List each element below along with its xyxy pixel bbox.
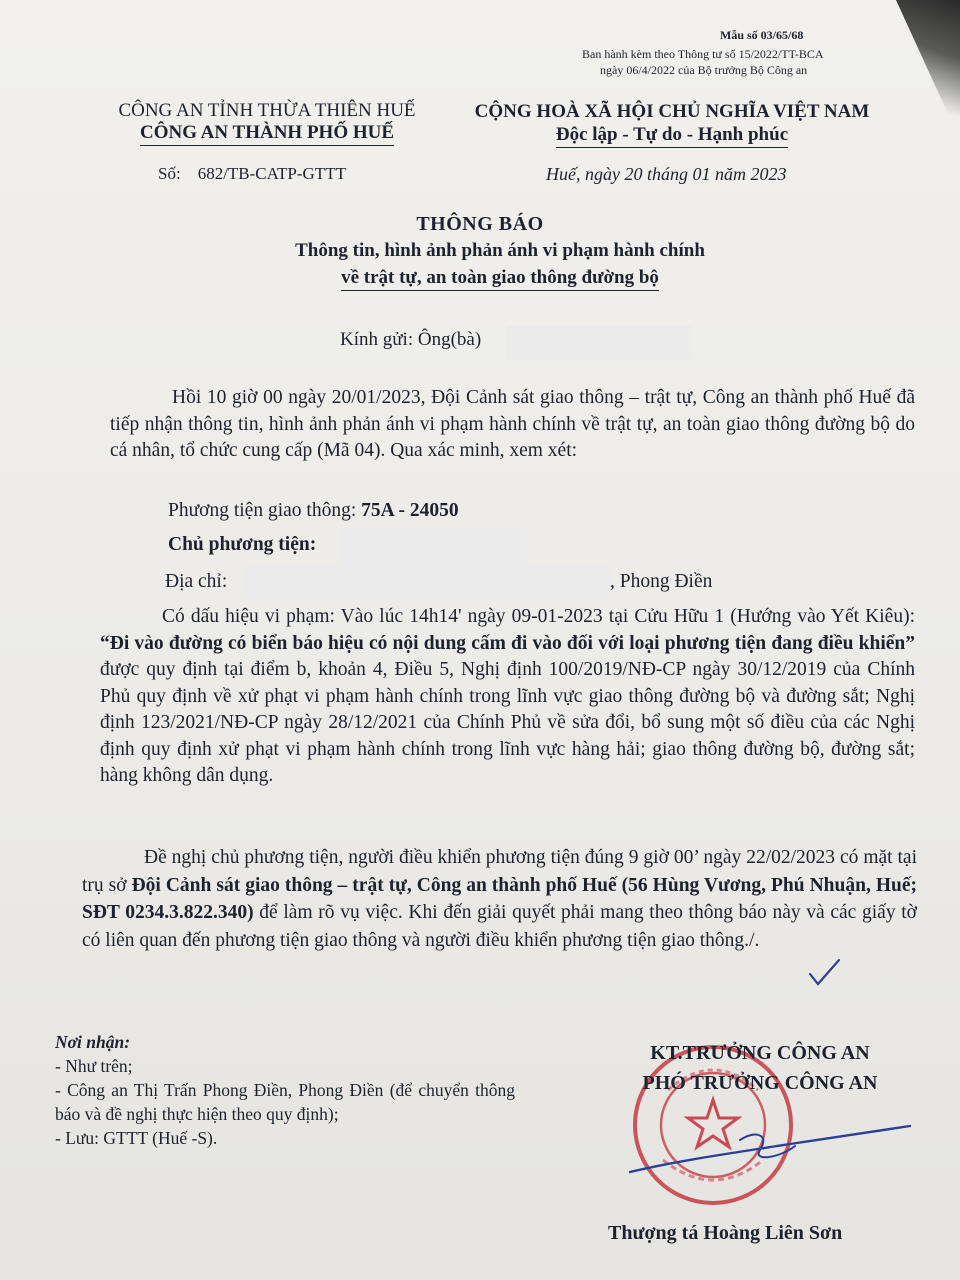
signature-line1: KT.TRƯỞNG CÔNG AN: [650, 1042, 870, 1064]
violation-rest: được quy định tại điểm b, khoản 4, Điều 5, Nghị định 100/2019/NĐ-CP ngày 30/12/2019 của Chính Phủ quy định về xử phạt vi phạm hành chính trong lĩnh vực giao thông đường bộ và đường sắt; Nghị định 123/2021/NĐ-CP ngày 28/12/2021 của Chính Phủ về sửa đổi, bổ sung một số điều của các Nghị định quy định xử phạt vi phạm hành chính trong lĩnh vực hàng hải; giao thông đường bộ, đường sắt; hàng không dân dụng.: [100, 659, 915, 786]
vehicle-label: Phương tiện giao thông:: [168, 500, 357, 521]
agency-name: CÔNG AN THÀNH PHỐ HUẾ: [140, 122, 394, 146]
redacted-address: [243, 565, 611, 599]
recipient-item-1: - Như trên;: [55, 1056, 133, 1076]
pen-check-mark: [808, 958, 842, 988]
address-label: Địa chỉ:: [165, 571, 228, 592]
recipient-item-3: - Lưu: GTTT (Huế -S).: [55, 1128, 218, 1148]
violation-quote: “Đi vào đường có biển báo hiệu có nội dung cấm đi vào đối với loại phương tiện đang điều khiển”: [100, 632, 915, 654]
owner-label: Chủ phương tiện:: [168, 534, 317, 555]
nation-title: CỘNG HOÀ XÃ HỘI CHỦ NGHĨA VIỆT NAM: [474, 101, 870, 122]
address-suffix: , Phong Điền: [610, 571, 713, 592]
doc-number-label: Số:: [158, 164, 181, 183]
signer-name: Thượng tá Hoàng Liên Sơn: [608, 1222, 843, 1244]
intro-text: Hồi 10 giờ 00 ngày 20/01/2023, Đội Cảnh sát giao thông – trật tự, Công an thành phố Huế đã tiếp nhận thông tin, hình ảnh phản ánh vi phạm hành chính về trật tự, an toàn giao thông đường bộ do cá nhân, tổ chức cung cấp (Mã 04). Qua xác minh, xem xét:: [110, 387, 915, 461]
doc-subtitle-2: [0, 267, 960, 289]
nation-block: [452, 100, 892, 146]
recipient-salutation: Kính gửi: Ông(bà): [340, 329, 482, 350]
violation-paragraph: [100, 604, 915, 790]
signature-line2: PHÓ TRƯỞNG CÔNG AN: [642, 1072, 878, 1094]
request-place: Đội Cảnh sát giao thông – trật tự, Công an thành phố Huế (56 Hùng Vương, Phú Nhuận, Huế; SĐT 0234.3.822.340): [82, 874, 918, 923]
doc-subtitle-1: Thông tin, hình ảnh phản ánh vi phạm hành chính: [295, 240, 705, 261]
handwritten-signature: [620, 1100, 920, 1190]
redacted-owner-name: [340, 528, 522, 566]
agency-block: [102, 100, 432, 144]
request-rest: để làm rõ vụ việc. Khi đến giải quyết phải mang theo thông báo này và các giấy tờ có liên quan đến phương tiện giao thông và người điều khiển phương tiện giao thông./.: [82, 902, 917, 951]
request-lead: Đề nghị chủ phương tiện, người điều khiển phương tiện đúng 9 giờ 00’ ngày 22/02/2023 có mặt tại trụ sở: [82, 847, 917, 896]
issued-note-line1: Ban hành kèm theo Thông tư số 15/2022/TT-BCA: [582, 47, 824, 61]
intro-paragraph: [110, 385, 915, 465]
address-row: [165, 571, 227, 593]
redacted-recipient-name: [507, 326, 692, 360]
doc-number: [158, 164, 346, 184]
recipient-item-2: - Công an Thị Trấn Phong Điền, Phong Điền (để chuyển thông báo và đề nghị thực hiện theo quy định);: [55, 1080, 515, 1124]
request-paragraph: [82, 844, 917, 954]
motto: Độc lập - Tự do - Hạnh phúc: [556, 124, 788, 148]
doc-number-value: 682/TB-CATP-GTTT: [197, 164, 346, 183]
owner-row: [168, 534, 316, 556]
place-date: Huế, ngày 20 tháng 01 năm 2023: [546, 164, 787, 184]
violation-lead: Có dấu hiệu vi phạm: Vào lúc 14h14' ngày 09-01-2023 tại Cửu Hữu 1 (Hướng vào Yết Kiêu):: [162, 606, 915, 627]
recipients-label: Nơi nhận:: [55, 1032, 131, 1052]
signature-title: [600, 1038, 920, 1098]
doc-subtitle-2-text: về trật tự, an toàn giao thông đường bộ: [341, 267, 659, 291]
form-number: Mẫu số 03/65/68: [720, 28, 804, 42]
vehicle-row: [168, 500, 459, 522]
doc-title: THÔNG BÁO: [416, 213, 544, 235]
recipients-block: [55, 1030, 515, 1150]
issued-note: [582, 46, 824, 78]
issued-note-line2: ngày 06/4/2022 của Bộ trưởng Bộ Công an: [600, 63, 808, 77]
page-corner-shadow: [880, 0, 960, 140]
agency-parent: CÔNG AN TỈNH THỪA THIÊN HUẾ: [118, 100, 416, 121]
vehicle-plate: 75A - 24050: [361, 500, 459, 521]
